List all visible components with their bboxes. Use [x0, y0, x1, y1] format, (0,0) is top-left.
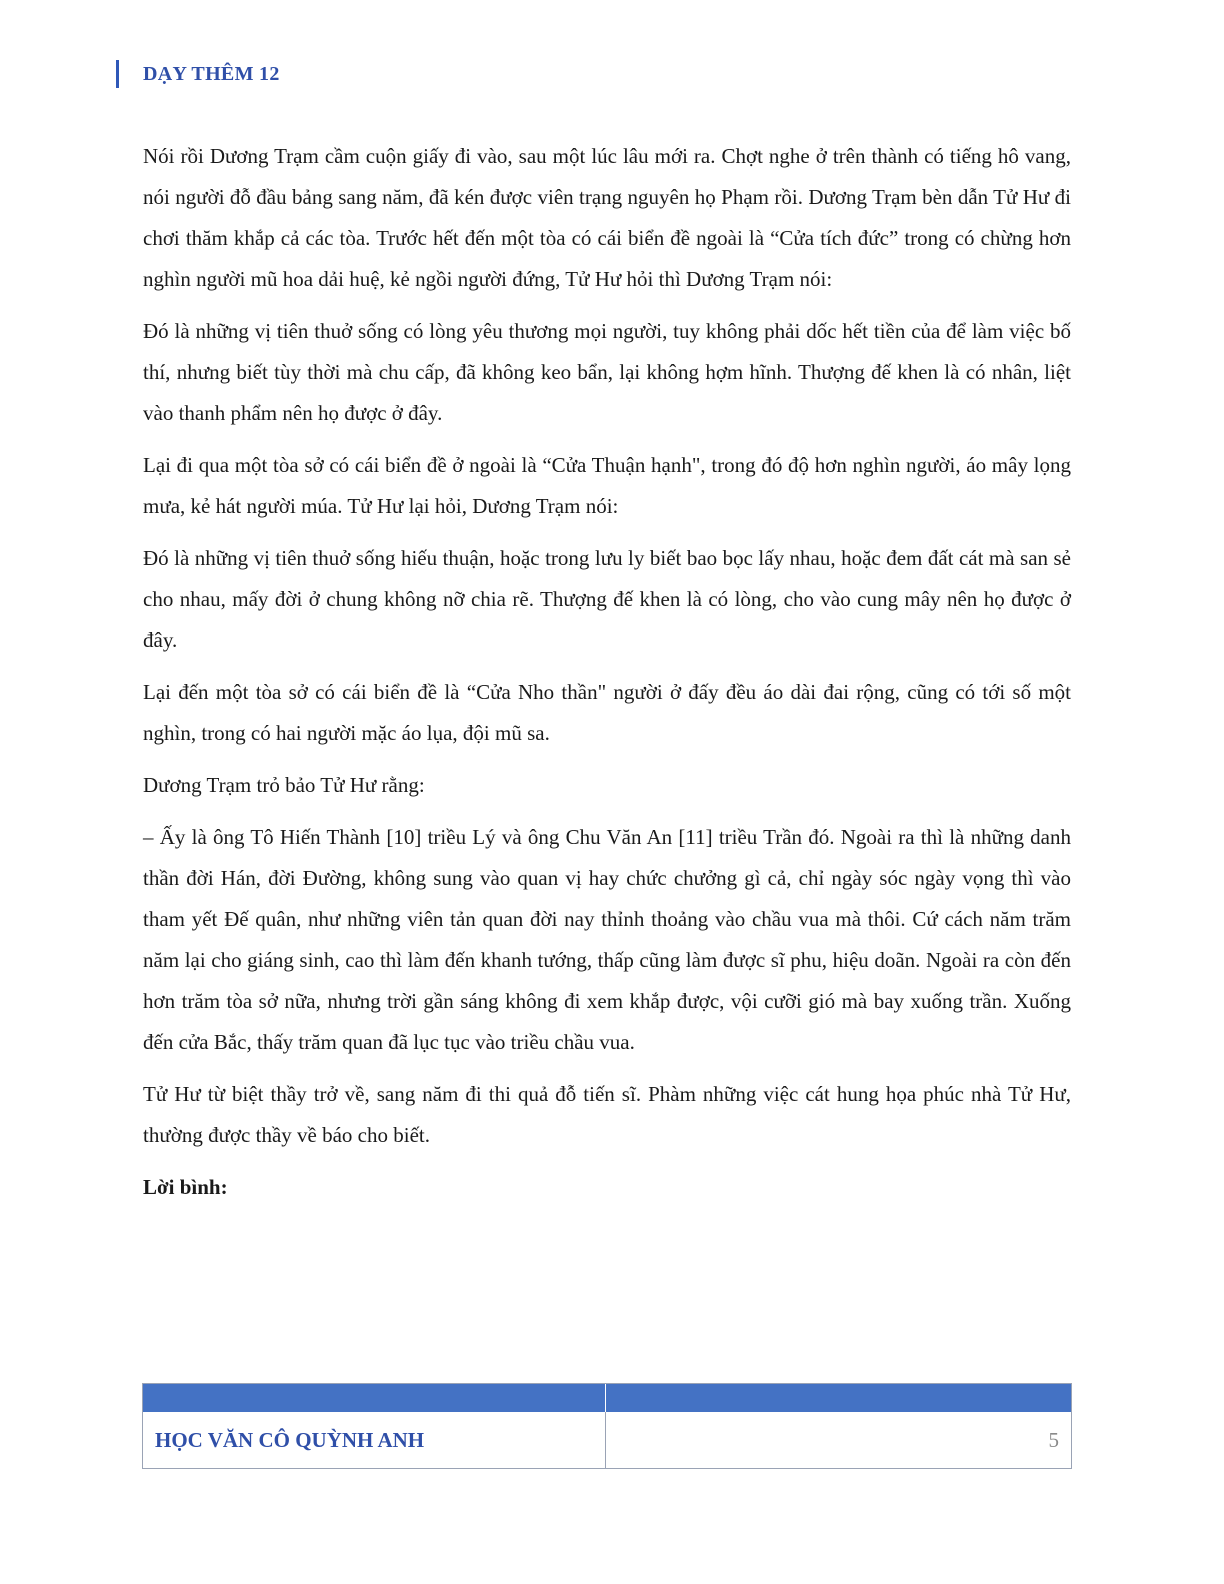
paragraph: Tử Hư từ biệt thầy trở về, sang năm đi thi quả đỗ tiến sĩ. Phàm những việc cát hung họa phúc nhà Tử Hư, thường được thầy về báo cho biết.	[143, 1082, 1071, 1147]
footer-band-right	[606, 1384, 1071, 1412]
paragraph: Đó là những vị tiên thuở sống hiếu thuận, hoặc trong lưu ly biết bao bọc lấy nhau, hoặc đem đất cát mà san sẻ cho nhau, mấy đời ở chung không nỡ chia rẽ. Thượng đế khen là có lòng, cho vào cung mây nên họ được ở đây.	[143, 546, 1071, 652]
paragraph: Nói rồi Dương Trạm cầm cuộn giấy đi vào, sau một lúc lâu mới ra. Chợt nghe ở trên thành có tiếng hô vang, nói người đỗ đầu bảng sang năm, đã kén được viên trạng nguyên họ Phạm rồi. Dương Trạm bèn dẫn Tử Hư đi chơi thăm khắp cả các tòa. Trước hết đến một tòa có cái biển đề ngoài là “Cửa tích đức” trong có chừng hơn nghìn người mũ hoa dải huệ, kẻ ngồi người đứng, Tử Hư hỏi thì Dương Trạm nói:	[143, 144, 1071, 291]
section-heading: Lời bình:	[143, 1175, 228, 1199]
paragraph: – Ấy là ông Tô Hiến Thành [10] triều Lý và ông Chu Văn An [11] triều Trần đó. Ngoài ra thì là những danh thần đời Hán, đời Đường, không sung vào quan vị hay chức chưởng gì cả, chỉ ngày sóc ngày vọng thì vào tham yết Đế quân, như những viên tản quan đời nay thỉnh thoảng vào chầu vua mà thôi. Cứ cách năm trăm năm lại cho giáng sinh, cao thì làm đến khanh tướng, thấp cũng làm được sĩ phu, hiệu doãn. Ngoài ra còn đến hơn trăm tòa sở nữa, nhưng trời gần sáng không đi xem khắp được, vội cưỡi gió mà bay xuống trần. Xuống đến cửa Bắc, thấy trăm quan đã lục tục vào triều chầu vua.	[143, 825, 1071, 1054]
paragraph: Lại đi qua một tòa sở có cái biển đề ở ngoài là “Cửa Thuận hạnh", trong đó độ hơn nghìn người, áo mây lọng mưa, kẻ hát người múa. Tử Hư lại hỏi, Dương Trạm nói:	[143, 453, 1071, 518]
paragraph: Dương Trạm trỏ bảo Tử Hư rằng:	[143, 773, 425, 797]
page-footer	[142, 1383, 1072, 1469]
document-body	[143, 136, 1071, 1219]
header-title: DẠY THÊM 12	[143, 62, 280, 85]
page-number: 5	[1048, 1427, 1059, 1452]
paragraph: Lại đến một tòa sở có cái biển đề là “Cửa Nho thần" người ở đấy đều áo dài đai rộng, cũng có tới số một nghìn, trong có hai người mặc áo lụa, đội mũ sa.	[143, 680, 1071, 745]
footer-band	[143, 1384, 1071, 1412]
paragraph: Đó là những vị tiên thuở sống có lòng yêu thương mọi người, tuy không phải dốc hết tiền của để làm việc bố thí, nhưng biết tùy thời mà chu cấp, đã không keo bẩn, lại không hợm hĩnh. Thượng đế khen là có nhân, liệt vào thanh phẩm nên họ được ở đây.	[143, 319, 1071, 425]
header-accent-bar	[116, 60, 119, 88]
footer-left-text: HỌC VĂN CÔ QUỲNH ANH	[143, 1412, 606, 1468]
footer-band-left	[143, 1384, 606, 1412]
page-header	[116, 60, 280, 88]
footer-row	[143, 1412, 1071, 1468]
